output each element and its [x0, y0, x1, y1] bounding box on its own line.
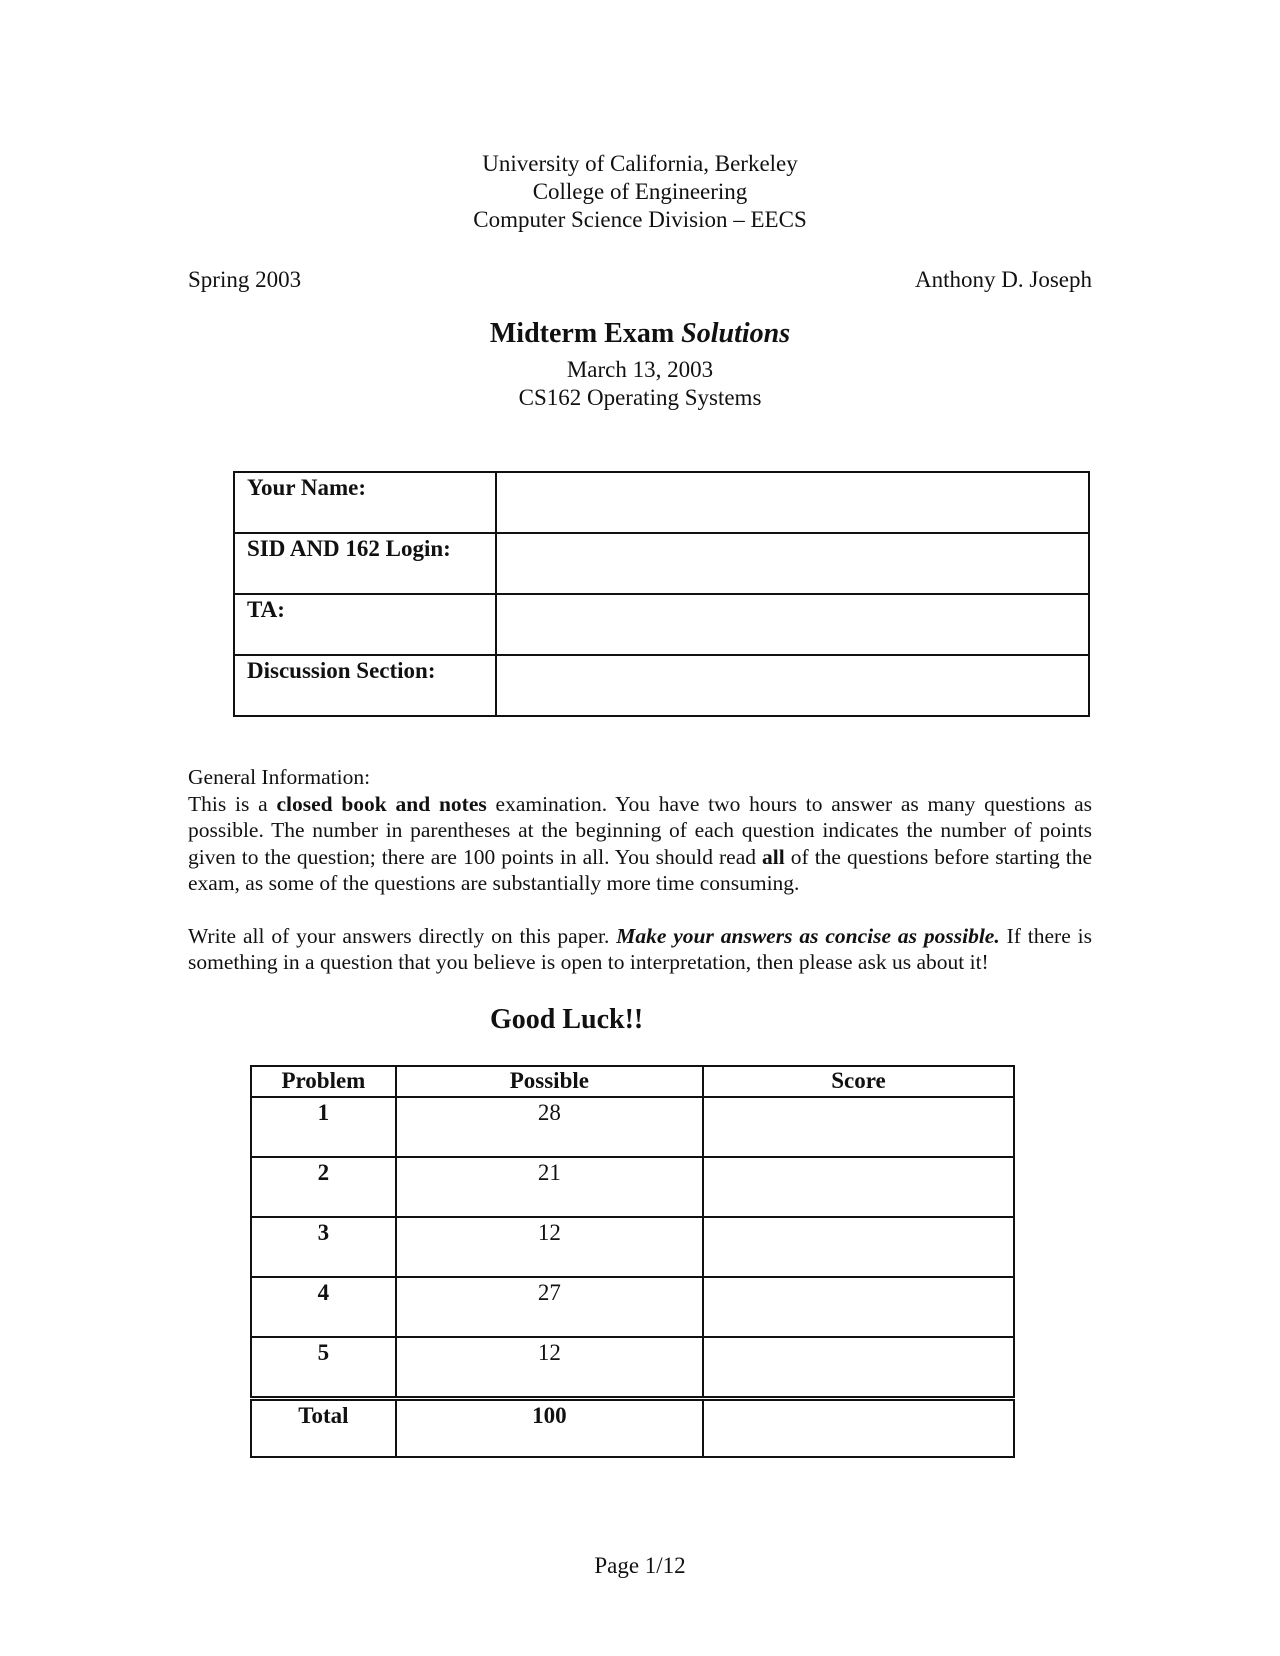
score-cell[interactable] — [703, 1157, 1014, 1217]
general-paragraph-1 — [188, 791, 1092, 897]
exam-title — [0, 318, 1280, 350]
table-row — [234, 655, 1089, 716]
term-label: Spring 2003 — [188, 267, 302, 292]
text-run: of the questions before starting the exam, as some of the questions are substantially more time consuming. — [188, 844, 1092, 895]
emphasis-concise: Make your answers as concise as possible. — [616, 923, 1000, 948]
instructor-name: Anthony D. Joseph — [915, 267, 1092, 292]
problem-header: Problem — [251, 1066, 396, 1097]
problem-number: 1 — [251, 1097, 396, 1157]
discussion-section-field[interactable] — [496, 655, 1089, 716]
possible-points: 28 — [396, 1097, 703, 1157]
problem-number: 4 — [251, 1277, 396, 1337]
discussion-section-label: Discussion Section: — [234, 655, 496, 716]
possible-header: Possible — [396, 1066, 703, 1097]
page-number: Page 1/12 — [594, 1553, 686, 1578]
student-info-table — [233, 471, 1090, 717]
total-label: Total — [251, 1399, 396, 1458]
score-table — [250, 1065, 1015, 1458]
general-information — [188, 764, 1092, 976]
table-row — [234, 472, 1089, 533]
ta-field[interactable] — [496, 594, 1089, 655]
score-cell[interactable] — [703, 1217, 1014, 1277]
possible-points: 12 — [396, 1217, 703, 1277]
university-name: University of California, Berkeley — [482, 151, 798, 176]
text-run: Write all of your answers directly on this paper. — [188, 923, 617, 948]
course-name: CS162 Operating Systems — [518, 385, 762, 410]
emphasis-closed-book: closed book and notes — [276, 791, 487, 816]
score-cell[interactable] — [703, 1097, 1014, 1157]
emphasis-all: all — [762, 844, 785, 869]
exam-title-italic: Solutions — [681, 318, 791, 349]
text-run: This is a — [188, 791, 277, 816]
table-row — [251, 1337, 1014, 1399]
table-row — [251, 1097, 1014, 1157]
score-cell[interactable] — [703, 1277, 1014, 1337]
table-row — [234, 594, 1089, 655]
text-run: examination. You have two hours to answer as many questions as possible. The number in parentheses at the beginning of each question indicates the number of points given to the question; there are 100 points in all. You should read — [188, 791, 1092, 869]
sid-login-field[interactable] — [496, 533, 1089, 594]
problem-number: 3 — [251, 1217, 396, 1277]
exam-title-main: Midterm Exam — [489, 318, 675, 349]
name-field[interactable] — [496, 472, 1089, 533]
sid-login-label: SID AND 162 Login: — [234, 533, 496, 594]
score-header: Score — [703, 1066, 1014, 1097]
possible-points: 27 — [396, 1277, 703, 1337]
exam-date: March 13, 2003 — [566, 357, 714, 382]
table-row — [234, 533, 1089, 594]
possible-points: 12 — [396, 1337, 703, 1399]
total-possible: 100 — [396, 1399, 703, 1458]
general-paragraph-2 — [188, 923, 1092, 976]
score-cell[interactable] — [703, 1337, 1014, 1399]
text-run: If there is something in a question that you believe is open to interpretation, then please ask us about it! — [188, 923, 1092, 974]
table-header-row — [251, 1066, 1014, 1097]
problem-number: 5 — [251, 1337, 396, 1399]
exam-subtitle — [0, 356, 1280, 412]
good-luck-heading: Good Luck!! — [490, 1004, 644, 1035]
name-label: Your Name: — [234, 472, 496, 533]
division-name: Computer Science Division – EECS — [473, 207, 807, 232]
total-score-cell[interactable] — [703, 1399, 1014, 1458]
table-row — [251, 1157, 1014, 1217]
table-row — [251, 1277, 1014, 1337]
institution-header — [0, 150, 1280, 234]
table-row — [251, 1217, 1014, 1277]
possible-points: 21 — [396, 1157, 703, 1217]
ta-label: TA: — [234, 594, 496, 655]
problem-number: 2 — [251, 1157, 396, 1217]
total-row — [251, 1399, 1014, 1458]
college-name: College of Engineering — [532, 179, 748, 204]
general-heading: General Information: — [188, 765, 371, 789]
